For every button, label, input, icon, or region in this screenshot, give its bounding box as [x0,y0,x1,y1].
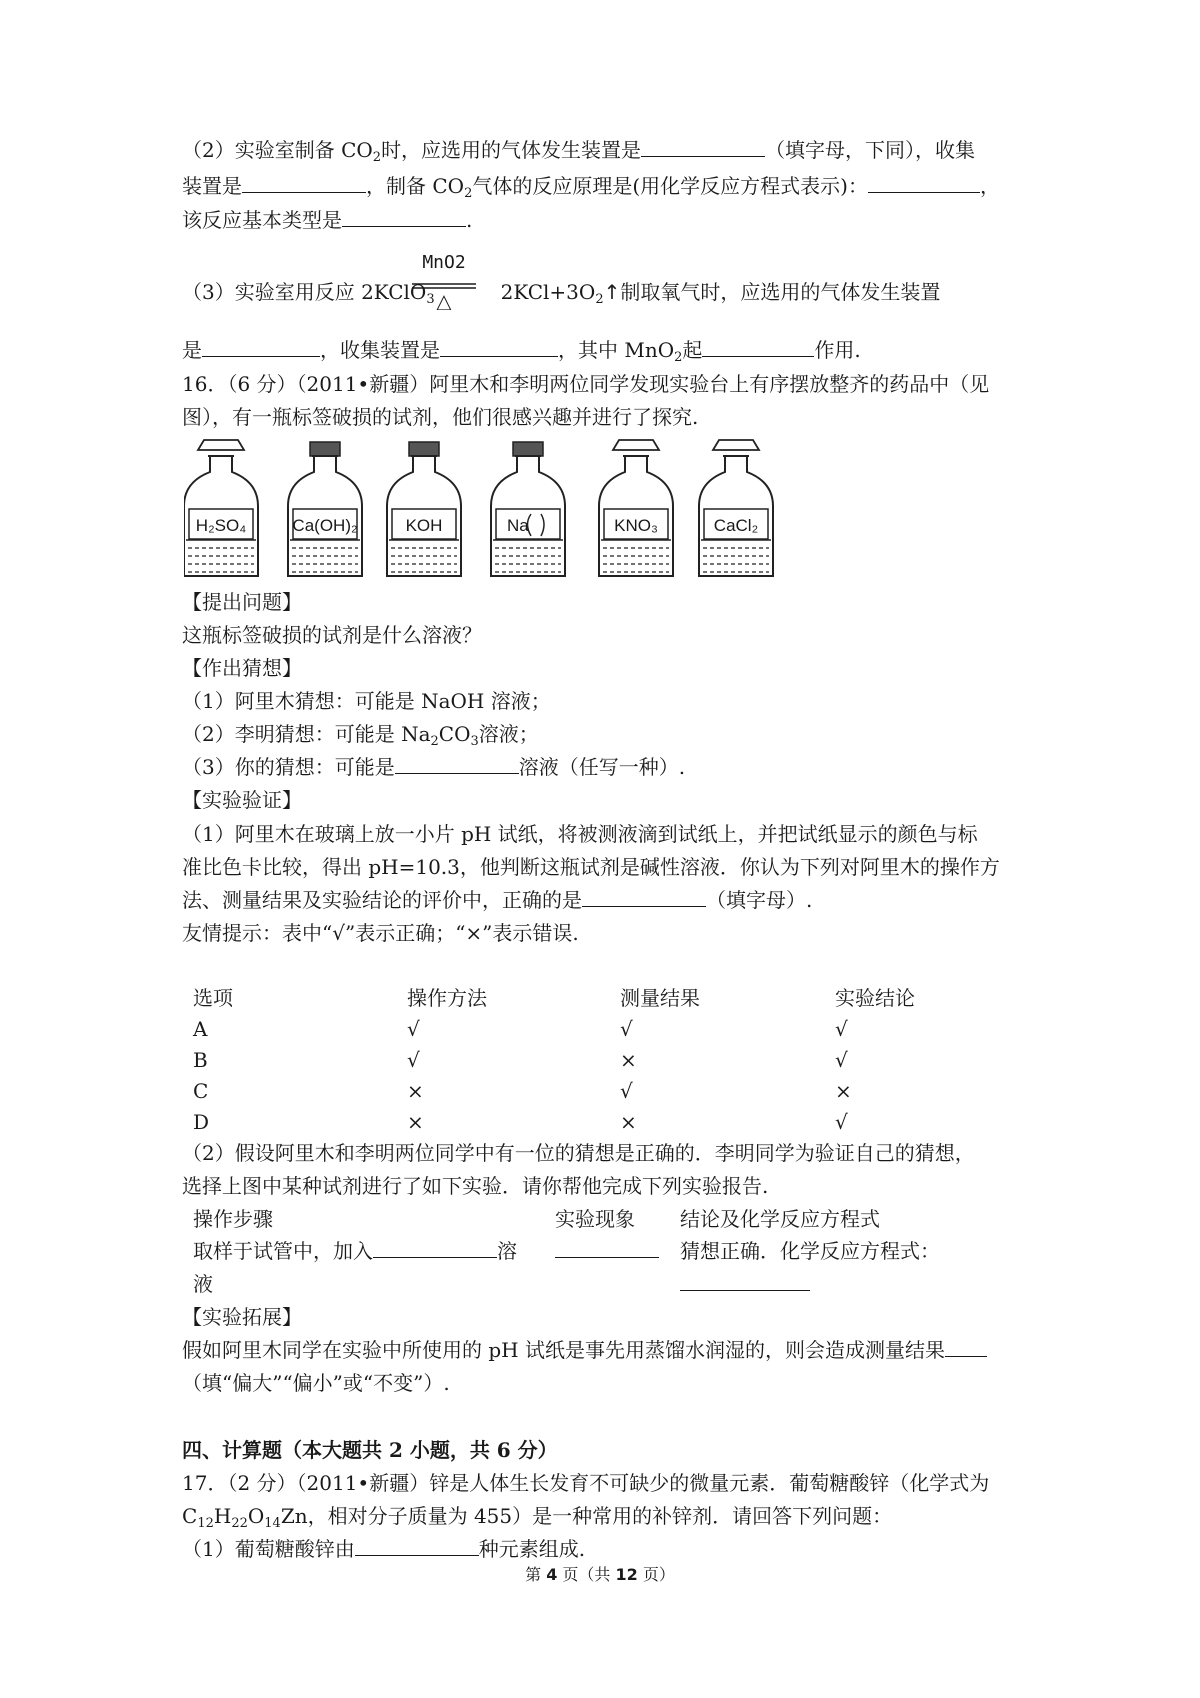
verify-1-line3: 法、测量结果及实验结论的评价中，正确的是 （填字母）. [182,888,813,912]
answer-blank[interactable] [641,138,765,157]
table-cell-step: 取样于试管中，加入 溶 [193,1239,517,1263]
bottle-label: KOH [405,516,443,535]
table-cell: √ [835,1048,848,1072]
bottle-label: Ca(OH)₂ [292,516,358,535]
guess-2: （2）李明猜想：可能是 $Na_2CO_3$溶液； [182,722,539,749]
q17-line2: $C_{12}H_{22}O_{14}Zn$，相对分子质量为 455）是一种常用的补锌剂．请回答下列问题： [182,1504,893,1531]
table-header: 实验现象 [555,1207,635,1231]
reagent-bottle [699,440,773,576]
heading-extend: 【实验拓展】 [182,1305,302,1329]
q17-line1: 17．（2 分）（2011•新疆）锌是人体生长发育不可缺少的微量元素．葡萄糖酸锌（化学式为 [182,1471,990,1495]
answer-blank[interactable] [945,1338,987,1357]
bottle-label: KNO₃ [614,516,658,535]
q16-intro-line2: 图），有一瓶标签破损的试剂，他们很感兴趣并进行了探究. [182,405,699,429]
table-cell: × [835,1079,852,1103]
table-cell-equation [680,1270,810,1298]
q16-intro-line1: 16．（6 分）（2011•新疆）阿里木和李明两位同学发现实验台上有序摆放整齐的药品中（见 [182,372,990,396]
bottle-label: CaCl₂ [713,516,759,535]
table-cell: C [193,1079,209,1103]
table-cell: B [193,1048,208,1072]
answer-blank[interactable] [440,338,558,357]
verify-2-line1: （2）假设阿里木和李明两位同学中有一位的猜想是正确的．李明同学为验证自己的猜想， [182,1141,975,1165]
answer-blank[interactable] [680,1272,810,1291]
table-cell: √ [620,1079,633,1103]
extend-line2: （填“偏大”“偏小”或“不变”）. [182,1371,450,1395]
heading-guess: 【作出猜想】 [182,656,302,680]
table-cell: × [407,1110,424,1134]
q15-part2-line2: 装置是 ，制备 $CO_2$气体的反应原理是(用化学反应方程式表示)： ， [182,174,1000,201]
reagent-bottle [491,442,565,576]
answer-blank[interactable] [702,338,814,357]
table-header: 测量结果 [620,986,700,1010]
table-header: 实验结论 [835,986,915,1010]
table-cell-conclusion: 猜想正确．化学反应方程式： [680,1239,940,1263]
catalyst-label: MnO2 [422,252,466,273]
stopper-icon [310,442,340,456]
reagent-bottles-figure [184,436,834,586]
table-header: 选项 [193,986,233,1010]
question-text: 这瓶标签破损的试剂是什么溶液？ [182,623,482,647]
answer-blank[interactable] [202,338,320,357]
table-cell: √ [407,1048,420,1072]
table-cell: √ [835,1017,848,1041]
reagent-bottle [387,442,461,576]
q15-part3-line2: 是 ，收集装置是 ，其中 MnO$_2$起 作用. [182,338,861,365]
stopper-icon [198,440,244,450]
table-cell: × [620,1110,637,1134]
table-cell: √ [835,1110,848,1134]
table-cell: √ [620,1017,633,1041]
reagent-bottle [599,440,673,576]
verify-2-line2: 选择上图中某种试剂进行了如下实验．请你帮他完成下列实验报告. [182,1174,769,1198]
table-cell: A [193,1017,208,1041]
hint-text: 友情提示：表中“√”表示正确；“×”表示错误. [182,921,579,945]
stopper-icon [713,440,759,450]
answer-blank[interactable] [242,174,366,193]
table-cell: √ [407,1017,420,1041]
guess-3: （3）你的猜想：可能是 溶液（任写一种）. [182,755,686,779]
answer-blank[interactable] [868,174,980,193]
table-cell: × [620,1048,637,1072]
answer-blank[interactable] [555,1239,659,1258]
gas-arrow-icon: ↑ [603,280,621,304]
table-cell-step-cont: 液 [193,1272,213,1296]
table-header: 操作步骤 [193,1207,273,1231]
answer-blank[interactable] [395,755,519,774]
verify-1-line1: （1）阿里木在玻璃上放一小片 pH 试纸，将被测液滴到试纸上，并把试纸显示的颜色与标 [182,822,978,846]
table-cell: D [193,1110,210,1134]
bottle-label: Na [507,516,529,535]
q17-part1: （1）葡萄糖酸锌由 种元素组成. [182,1537,586,1561]
heading-verify: 【实验验证】 [182,788,302,812]
heat-symbol-icon: △ [436,289,452,310]
stopper-icon [409,442,439,456]
reaction-condition [410,250,478,310]
answer-blank[interactable] [355,1537,479,1556]
reagent-bottle [184,440,258,576]
table-cell: × [407,1079,424,1103]
page-footer: 第 4 页（共 12 页） [525,1565,675,1584]
table-header: 结论及化学反应方程式 [680,1207,880,1231]
answer-blank[interactable] [342,208,466,227]
table-cell-phenomenon [555,1237,659,1265]
q15-part2-line1: （2）实验室制备 $CO_2$时，应选用的气体发生装置是 （填字母，下同），收集 [182,138,976,165]
stopper-icon [513,442,543,456]
reagent-bottle [288,442,362,576]
extend-line1: 假如阿里木同学在实验中所使用的 pH 试纸是事先用蒸馏水润湿的，则会造成测量结果 [182,1336,987,1364]
answer-blank[interactable] [582,888,706,907]
q15-part3-line1: （3）实验室用反应 2KClO$_3$ $2KCl+3O_2↑$制取氧气时，应选用的气体发生装置 [182,280,941,307]
section-heading: 四、计算题（本大题共 2 小题，共 6 分） [182,1438,558,1462]
q15-part2-line3: 该反应基本类型是 . [182,208,473,232]
table-header: 操作方法 [407,986,487,1010]
guess-1: （1）阿里木猜想：可能是 NaOH 溶液； [182,689,551,713]
stopper-icon [613,440,659,450]
verify-1-line2: 准比色卡比较，得出 pH=10.3，他判断这瓶试剂是碱性溶液．你认为下列对阿里木的操作方 [182,855,1000,879]
answer-blank[interactable] [373,1239,497,1258]
heading-question: 【提出问题】 [182,590,302,614]
bottle-label: H₂SO₄ [195,516,247,535]
